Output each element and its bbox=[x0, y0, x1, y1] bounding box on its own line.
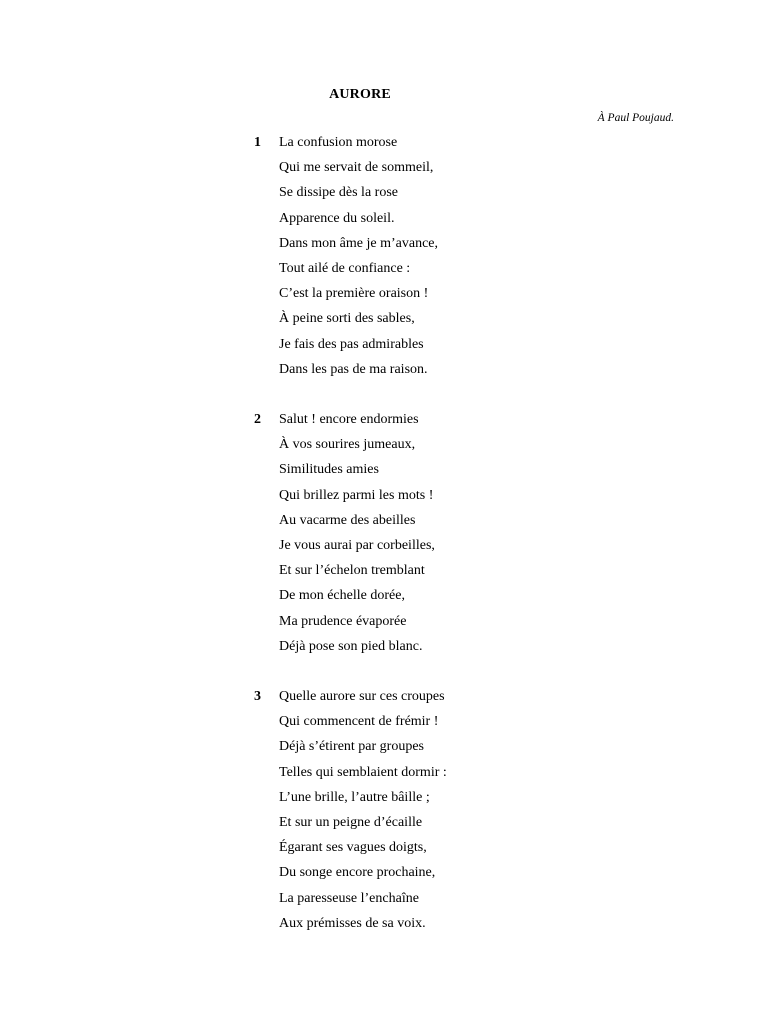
verse-line: Qui commencent de frémir ! bbox=[279, 714, 439, 730]
stanza-number: 2 bbox=[254, 412, 261, 427]
verse-line: Égarant ses vagues doigts, bbox=[279, 840, 427, 856]
verse-line: À peine sorti des sables, bbox=[279, 311, 415, 327]
verse-line: La confusion morose bbox=[279, 135, 398, 150]
stanza-lines bbox=[279, 684, 679, 936]
verse-line: Qui brillez parmi les mots ! bbox=[279, 487, 434, 503]
verse-line: Au vacarme des abeilles bbox=[279, 512, 416, 528]
verse-line: Quelle aurore sur ces croupes bbox=[279, 689, 445, 704]
verse-line: Déjà pose son pied blanc. bbox=[279, 638, 423, 654]
verse-line: Salut ! encore endormies bbox=[279, 412, 419, 427]
verse-line: Aux prémisses de sa voix. bbox=[279, 915, 426, 931]
poem-title: AURORE bbox=[329, 87, 391, 102]
verse-line: L’une brille, l’autre bâille ; bbox=[279, 789, 430, 805]
stanza-number: 1 bbox=[254, 135, 261, 150]
verse-line: Je vous aurai par corbeilles, bbox=[279, 537, 435, 553]
poem-dedication: À Paul Poujaud. bbox=[597, 112, 674, 124]
verse-line: À vos sourires jumeaux, bbox=[279, 437, 416, 453]
verse-line: La paresseuse l’enchaîne bbox=[279, 890, 419, 906]
verse-line: Tout ailé de confiance : bbox=[279, 260, 411, 276]
verse-line: Dans les pas de ma raison. bbox=[279, 361, 428, 377]
verse-line: Apparence du soleil. bbox=[279, 210, 395, 226]
verse-line: Dans mon âme je m’avance, bbox=[279, 235, 438, 251]
stanza-number: 3 bbox=[254, 689, 261, 704]
verse-line: C’est la première oraison ! bbox=[279, 286, 429, 302]
verse-line: De mon échelle dorée, bbox=[279, 588, 405, 604]
verse-line: Ma prudence évaporée bbox=[279, 613, 407, 629]
verse-line: Telles qui semblaient dormir : bbox=[279, 764, 447, 780]
verse-line: Déjà s’étirent par groupes bbox=[279, 739, 424, 755]
stanza-lines bbox=[279, 407, 679, 659]
verse-line: Et sur un peigne d’écaille bbox=[279, 814, 423, 830]
verse-line: Et sur l’échelon tremblant bbox=[279, 563, 425, 579]
verse-line: Je fais des pas admirables bbox=[279, 336, 424, 352]
stanza-lines bbox=[279, 130, 679, 382]
verse-line: Similitudes amies bbox=[279, 462, 379, 478]
verse-line: Du songe encore prochaine, bbox=[279, 865, 436, 881]
verse-line: Se dissipe dès la rose bbox=[279, 185, 398, 201]
verse-line: Qui me servait de sommeil, bbox=[279, 160, 434, 176]
